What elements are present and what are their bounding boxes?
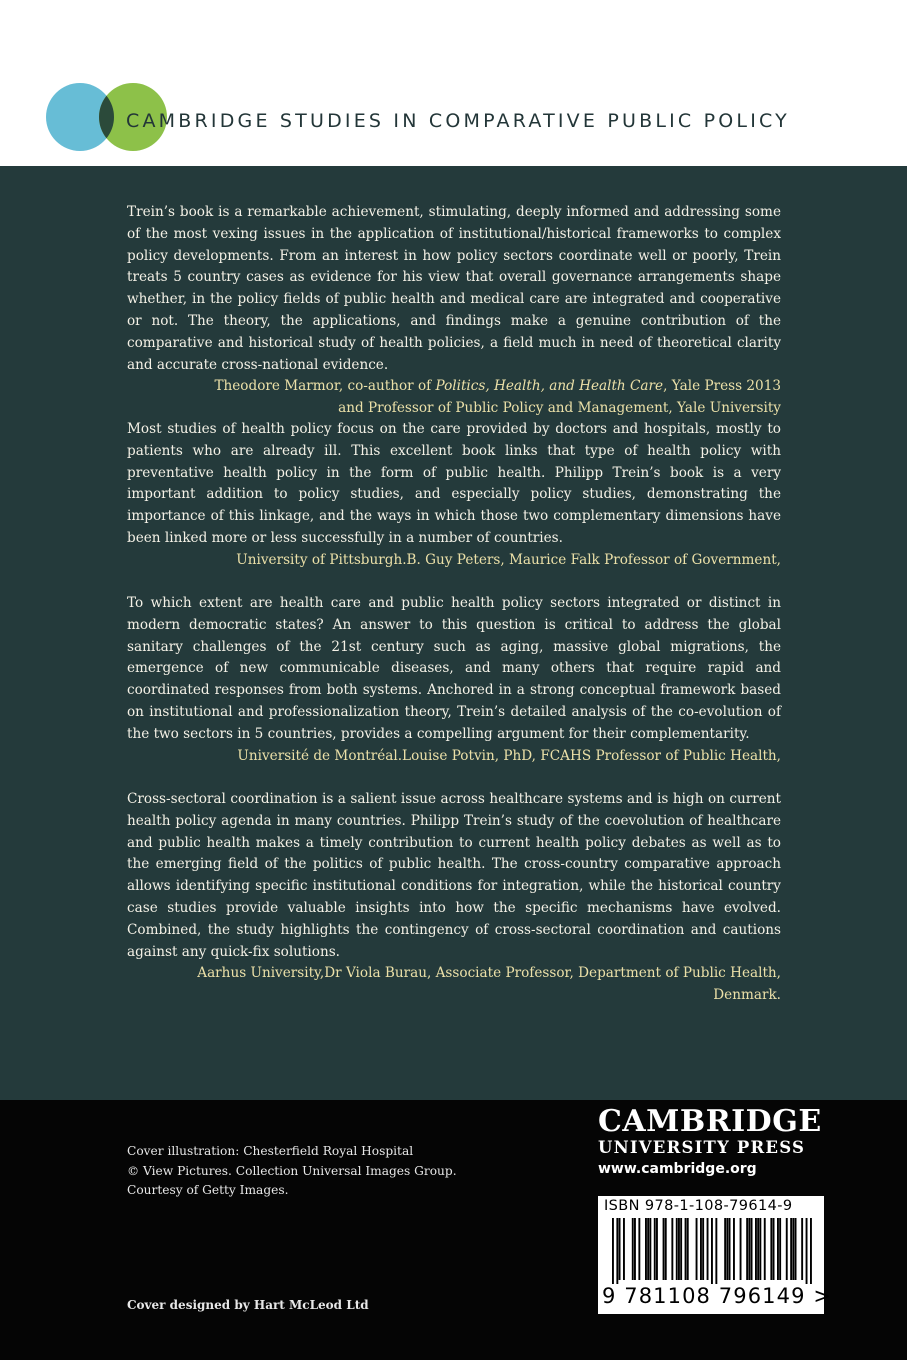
barcode-bar — [790, 1218, 792, 1280]
barcode-bar — [700, 1218, 702, 1280]
blurb-attribution-line2: Université de Montréal. — [237, 747, 403, 764]
cover-credits — [127, 1142, 457, 1201]
barcode-bar — [770, 1218, 772, 1280]
barcode-bar — [806, 1218, 808, 1284]
barcode-bar — [654, 1218, 656, 1280]
cover-designer-credit: Cover designed by Hart McLeod Ltd — [127, 1298, 369, 1312]
barcode-bar — [711, 1218, 713, 1284]
barcode-bar — [777, 1218, 779, 1280]
barcode-bar — [638, 1218, 640, 1280]
barcode-bar — [619, 1218, 621, 1280]
publisher-logo — [598, 1106, 824, 1180]
barcode-bar — [687, 1218, 689, 1280]
barcode-bar — [715, 1218, 717, 1284]
barcode-bar — [616, 1218, 618, 1284]
blurb-attribution-line2: University of Pittsburgh. — [236, 551, 407, 568]
isbn-label: ISBN 978-1-108-79614-9 — [604, 1198, 793, 1214]
barcode-bar — [696, 1218, 698, 1280]
credit-line: Courtesy of Getty Images. — [127, 1183, 289, 1197]
barcode-bar — [786, 1218, 788, 1280]
barcode-digits: 9 781108 796149 > — [602, 1284, 833, 1308]
barcode-bar — [795, 1218, 797, 1280]
barcode-bar — [810, 1218, 812, 1284]
blurb-body: Cross-sectoral coordination is a salient issue across healthcare systems and is high on current health policy agenda in many countries. Philipp Trein’s study of the coevolution of healthcare and public health makes a timely contribution to current health policy debates as well as to the emerging field of the politics of public health. The cross-country comparative approach allows identifying specific institutional conditions for integration, while the historical country case studies provide valuable insights into how the specific mechanisms have evolved. Combined, the study highlights the contingency of cross-sectoral coordination and cautions against any quick-fix solutions. — [127, 791, 781, 960]
barcode-bar — [612, 1218, 614, 1284]
barcode-bar — [755, 1218, 757, 1280]
attribution-book-title: Politics, Health, and Health Care — [435, 378, 664, 395]
blurb-potvin — [127, 593, 781, 767]
barcode-bar — [740, 1218, 742, 1280]
publisher-url[interactable]: www.cambridge.org — [598, 1161, 757, 1177]
blurb-body: Most studies of health policy focus on the care provided by doctors and hospitals, mostly to patients who are already ill. This excellent book links that type of health policy with preventative health policy in the form of public health. Philipp Trein’s book is a very important addition to policy studies, and especially policy studies, demonstrating the importance of this linkage, and the ways in which those two complementary dimensions have been linked more or less successfully in a number of countries. — [127, 421, 781, 546]
barcode-bar — [656, 1218, 658, 1280]
barcode-bar — [676, 1218, 678, 1280]
barcode-bar — [729, 1218, 731, 1280]
series-title: CAMBRIDGE STUDIES IN COMPARATIVE PUBLIC POLICY — [126, 110, 790, 132]
credit-line: © View Pictures. Collection Universal Images Group. — [127, 1163, 457, 1178]
blurb-attribution: B. Guy Peters, Maurice Falk Professor of Government, — [406, 551, 781, 568]
barcode-bar — [724, 1218, 726, 1280]
barcode-bar — [680, 1218, 682, 1280]
publisher-name: CAMBRIDGE — [598, 1104, 822, 1139]
attribution-prefix: Theodore Marmor, co-author of — [214, 378, 436, 395]
barcode-bar — [707, 1218, 709, 1280]
blurb-attribution — [127, 376, 781, 398]
barcode-bar — [764, 1218, 766, 1280]
blurb-body: To which extent are health care and public health policy sectors integrated or distinct in modern democratic states? An answer to this question is critical to address the global sanitary challenges of the 21st century such as aging, massive global migrations, the emergence of new communicable diseases, and many others that require rapid and coordinated responses from both systems. Anchored in a strong conceptual framework based on institutional and professionalization theory, Trein’s detailed analysis of the co-evolution of the two sectors in 5 countries, provides a compelling argument for their complementarity. — [127, 595, 781, 742]
blurb-attribution-line2: and Professor of Public Policy and Management, Yale University — [338, 400, 781, 417]
blurb-peters — [127, 419, 781, 572]
barcode-bar — [779, 1218, 781, 1280]
blurb-marmor — [127, 202, 781, 420]
barcode-bar — [733, 1218, 735, 1280]
barcode-bar — [671, 1218, 673, 1280]
barcode-bar — [748, 1218, 750, 1280]
barcode-bar — [634, 1218, 636, 1280]
blurb-attribution-line2: Aarhus University, Denmark. — [197, 965, 781, 1004]
blurb-text — [127, 789, 781, 982]
barcode-bar — [702, 1218, 704, 1280]
barcode-bar — [801, 1218, 803, 1280]
barcode-bar — [647, 1218, 649, 1280]
barcode-bar — [665, 1218, 667, 1280]
barcode-bar — [726, 1218, 728, 1280]
barcode-bar — [678, 1218, 680, 1280]
barcode-bar — [757, 1218, 759, 1280]
barcode-bar — [746, 1218, 748, 1280]
barcode-bars-icon — [598, 1218, 824, 1284]
attribution-suffix: , Yale Press 2013 — [663, 378, 781, 395]
back-cover-footer — [0, 1100, 907, 1360]
blurb-burau — [127, 789, 781, 1007]
series-header — [0, 0, 907, 166]
endorsements-panel — [0, 166, 907, 1100]
barcode-bar — [759, 1218, 761, 1280]
barcode-bar — [645, 1218, 647, 1280]
barcode-bar — [649, 1218, 651, 1280]
isbn-barcode — [598, 1196, 833, 1314]
barcode-bar — [751, 1218, 753, 1280]
barcode-bar — [685, 1218, 687, 1280]
blurb-text: Trein’s book is a remarkable achievement, stimulating, deeply informed and addressing some of the most vexing issues in the application of institutional/historical frameworks to complex policy developments. From an interest in how policy sectors coordinate well or poorly, Trein treats 5 country cases as evidence for his view that overall governance arrangements shape whether, in the policy fields of public health and medical care are integrated and cooperative or not. The theory, the applications, and findings make a genuine contribution of the comparative and historical study of health policies, a field much in need of theoretical clarity and accurate cross-national evidence. — [127, 204, 781, 373]
publisher-subname: UNIVERSITY PRESS — [598, 1138, 806, 1157]
barcode-bar — [663, 1218, 665, 1280]
credit-line: Cover illustration: Chesterfield Royal Hospital — [127, 1144, 414, 1158]
blurb-attribution: Dr Viola Burau, Associate Professor, Department of Public Health, — [324, 965, 781, 982]
barcode-bar — [632, 1218, 634, 1280]
barcode-bar — [792, 1218, 794, 1280]
barcode-bar — [623, 1218, 625, 1280]
barcode-bar — [773, 1218, 775, 1280]
blurb-attribution: Louise Potvin, PhD, FCAHS Professor of Public Health, — [402, 747, 781, 764]
